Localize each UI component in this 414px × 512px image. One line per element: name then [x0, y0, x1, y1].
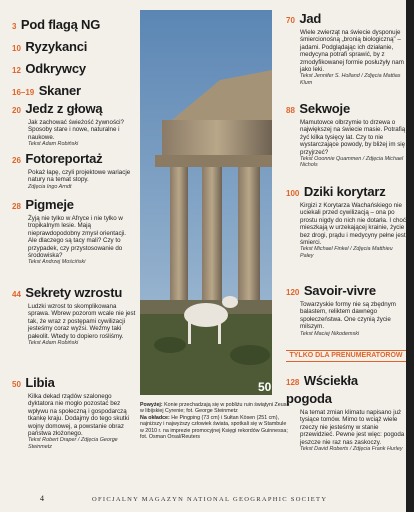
- entry-credit: Tekst Michael Finkel / Zdjęcia Matthieu Paley: [300, 246, 393, 259]
- ruins-photo-svg: [140, 10, 272, 395]
- entry-title: Odkrywcy: [25, 61, 86, 76]
- entry-page-number: 44: [12, 290, 21, 299]
- entry-page-number: 10: [12, 44, 21, 53]
- entry-description: Pokaż łapę, czyli projektowe wariacje natury na temat stopy.: [28, 169, 131, 184]
- toc-entry[interactable]: [12, 284, 136, 346]
- entry-page-number: 70: [286, 16, 295, 25]
- entry-credit: Tekst Robert Draper / Zdjęcia George Steinmetz: [28, 437, 118, 450]
- toc-entry[interactable]: [12, 38, 136, 56]
- entry-credit: Tekst Andrzej Mościński: [28, 259, 86, 266]
- toc-entry[interactable]: [286, 282, 406, 337]
- entry-page-number: 12: [12, 66, 21, 75]
- caption-text-cover: He Pingping (73 cm) i Sułtan Kösen (251 cm), najniższy i najwyższy człowiek świata, spotkali się w Stambule w 2010 r. na imprezie promocyjnej Księgi rekordów Guinnessa; fot. Osman Orsal/Reuters: [140, 414, 288, 441]
- toc-entry[interactable]: [12, 82, 136, 100]
- entry-title: Dziki korytarz: [303, 184, 386, 199]
- entry-title: Jedz z głową: [25, 101, 103, 116]
- entry-page-number: 3: [12, 22, 17, 31]
- entry-title: Fotoreportaż: [25, 151, 103, 166]
- entry-credit: Tekst Maciej Nikodemski: [300, 330, 360, 337]
- entry-page-number: 120: [286, 288, 300, 297]
- entry-description: Kirgizi z Korytarza Wachańskiego nie uciekali przed cywilizacją – ona po prostu nigdy do nich nie dotarła. I choć mieszkają w urzekającej krainie, życie bez drogi, prądu i medycyny pełne jest śmierci.: [300, 202, 406, 247]
- toc-entry[interactable]: [286, 10, 406, 86]
- caption-lead-cover: Na okładce:: [140, 414, 170, 421]
- page-edge: [406, 0, 414, 512]
- entry-description: Kilka dekad rządów szalonego dyktatora nie mogło pozostać bez wpływu na społeczną i gospodarczą tkankę kraju. Dodajmy do tego skutki wojny domowej, a powstanie obraz państwa złożonego.: [28, 393, 130, 438]
- entry-credit: Tekst Adam Robiński: [28, 141, 79, 148]
- entry-description: Na temat zmian klimatu napisano już tysiące tomów. Mimo to wciąż wiele rzeczy nie jesteśmy w stanie przewidzieć. Pewne jest więc: pogoda jeszcze nie raz nas zaskoczy.: [300, 409, 405, 446]
- entry-page-number: 100: [286, 189, 300, 198]
- entry-page-number: 88: [286, 106, 295, 115]
- entry-page-number: 28: [12, 202, 21, 211]
- toc-entry[interactable]: [286, 183, 406, 259]
- entry-description: Jak zachować świeżość żywności? Sposoby stare i nowe, naturalne i naukowe.: [28, 119, 124, 141]
- entry-page-number: 26: [12, 156, 21, 165]
- entry-title: Ryzykanci: [25, 39, 88, 54]
- entry-page-number: 128: [286, 378, 300, 387]
- page-number: 4: [40, 494, 44, 503]
- caption-lead-above: Powyżej:: [140, 402, 163, 408]
- entry-title: Sekwoje: [299, 101, 350, 116]
- entry-credit: Zdjęcia Ingo Arndt: [28, 183, 72, 190]
- photo-caption: [140, 402, 290, 440]
- entry-description: Ludzki wzrost to skomplikowana sprawa. Wbrew pozorom wcale nie jest tak, że wraz z postępami cywilizacji jesteśmy coraz wyżsi. Weźmy taki pałeolit. Wtedy to dopiero rośliśmy.: [28, 303, 136, 340]
- toc-entry[interactable]: [12, 100, 136, 148]
- entry-credit: Tekst David Roberts / Zdjęcia Frank Hurley: [300, 446, 403, 453]
- entry-title: Libia: [25, 375, 55, 390]
- magazine-footer: OFICJALNY MAGAZYN NATIONAL GEOGRAPHIC SOCIETY: [92, 496, 328, 503]
- toc-entry[interactable]: [12, 374, 136, 450]
- cover-photo-cyrene-ruins: [140, 10, 272, 395]
- entry-page-number: 50: [12, 380, 21, 389]
- entry-title: Sekrety wzrostu: [25, 285, 123, 300]
- entry-description: Żyją nie tylko w Afryce i nie tylko w tropikalnym lesie. Mają nieprawdopodobny zmysł orientacji. Ale dlaczego są tacy mali? Czy to przypadek, czy przystosowanie do środowiska?: [28, 215, 127, 260]
- entry-title: Pigmeje: [25, 197, 74, 212]
- entry-page-number: 16–19: [12, 88, 35, 97]
- entry-title: Pod flagą NG: [20, 17, 101, 32]
- entry-description: Wiele zwierząt na świecie dysponuje śmiercionośną „bronią biologiczną” – jadami. Podglądając ich działanie, medycyna potrafi sprawić, by z zmodyfikowanej formie posłużyły nam jako leki.: [300, 29, 404, 74]
- toc-entry[interactable]: [286, 100, 406, 169]
- entry-credit: Tekst Adam Robiński: [28, 340, 79, 347]
- caption-text-above: Konie przechadzają się w pobliżu ruin świątyni Zeusa w libijskiej Cyrenie; fot. George Steinmetz: [140, 402, 290, 415]
- toc-entry[interactable]: [12, 60, 136, 78]
- toc-entry[interactable]: [12, 16, 136, 34]
- subscribers-banner: TYLKO DLA PRENUMERATORÓW: [286, 350, 406, 362]
- entry-title: Skaner: [38, 83, 81, 98]
- entry-credit: Tekst Ooonnie Quammen / Zdjęcia Michael Nichols: [300, 156, 404, 169]
- entry-title: Jad: [299, 11, 322, 26]
- entry-credit: Tekst Jennifer S. Holland / Zdjęcia Mattias Klum: [300, 73, 401, 86]
- toc-entry[interactable]: [12, 150, 136, 190]
- entry-description: Towarzyskie formy nie są zbędnym balastem, reliktem dawnego społeczeństwa. One czynią życie milszym.: [300, 301, 396, 331]
- entry-description: Mamutowce olbrzymie to drzewa o największej na świecie masie. Potrafią żyć kilka tysięcy lat. Czy to nie wystarczające powody, by bliżej im się przyjrzeć?: [300, 119, 406, 156]
- entry-title: Wściekła pogoda: [286, 373, 358, 406]
- photo-page-number: 50: [258, 380, 272, 394]
- toc-entry-subscriber[interactable]: [286, 372, 406, 452]
- toc-entry[interactable]: [12, 196, 136, 266]
- entry-title: Savoir-vivre: [303, 283, 376, 298]
- entry-page-number: 20: [12, 106, 21, 115]
